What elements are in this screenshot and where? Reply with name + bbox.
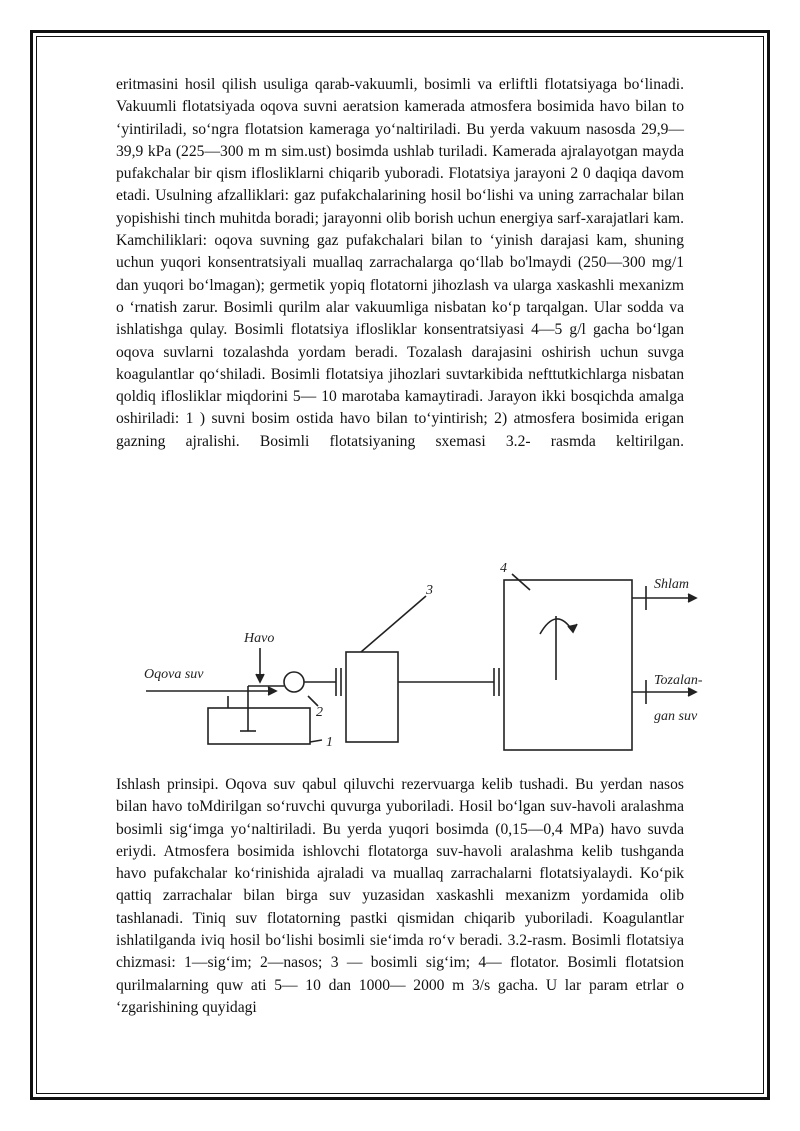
reservoir-1 bbox=[208, 708, 310, 744]
label-4: 4 bbox=[500, 561, 507, 576]
label-tozalangan-1: Tozalan- bbox=[654, 673, 703, 688]
label-2: 2 bbox=[316, 705, 323, 720]
body-paragraph-1: eritmasini hosil qilish usuliga qarab-vakuumli, bosimli va erliftli flotatsiyaga bo‘linadi. Vakuumli flotatsiyada oqova suvni aeratsion kamerada atmosfera bosimida havo bilan to ‘yintiriladi, so‘ngra flotatsion kameraga yo‘naltiriladi. Bu yerda vakuum nasosda 29,9—39,9 kPa (225—300 m m sim.ust) bosimda ushlab turiladi. Kamerada ajralayotgan mayda pufakchalar bir qism iflosliklarni chiqarib yuboradi. Flotatsiya jarayoni 2 0 daqiqa davom etadi. Usulning afzalliklari: gaz pufakchalarining hosil bo‘lishi va uning zarrachalar bilan yopishishi tinch muhitda boradi; jarayonni olib borish uchun energiya sarf-xarajatlari kam. Kamchiliklari: oqova suvning gaz pufakchalari bilan to ‘yinish darajasi kam, shuning uchun yuqori konsentratsiyali muallaq zarrachalarga qo‘llab bo'lmaydi (250—300 mg/1 dan yuqori bo‘lmagan); germetik yopiq flotatorni jihozlash va ularga xaskashli mexanizm o ‘rnatish zarur. Bosimli qurilm alar vakuumliga nisbatan ko‘p tarqalgan. Ular sodda va ishlatishga qulay. Bosimli flotatsiya iflosliklar konsentratsiyasi 4—5 g/l gacha bo‘lgan oqova suvlarni tozalashda yordam beradi. Tozalash darajasini oshirish uchun suvga koagulantlar qo‘shiladi. Bosimli flotatsiya jihozlari suvtarkibida nefttutkichlarga nisbatan qoldiq iflosliklar miqdorini 5— 10 marotaba kamaytiradi. Jarayon ikki bosqichda amalga oshiriladi: 1 ) suvni bosim ostida havo bilan to‘yintirish; 2) atmosfera bosimida erigan gazning ajralishi. Bosimli flotatsiyaning sxemasi 3.2- rasmda keltirilgan. bbox=[116, 76, 684, 450]
flotator-4 bbox=[504, 580, 632, 750]
label-1: 1 bbox=[326, 735, 333, 750]
label-havo: Havo bbox=[244, 631, 275, 646]
label-oqova-suv: Oqova suv bbox=[144, 667, 204, 682]
inlet-arrow bbox=[268, 687, 276, 695]
label-3: 3 bbox=[426, 583, 433, 598]
pressure-tank-3 bbox=[346, 652, 398, 742]
label-tozalangan-2: gan suv bbox=[654, 709, 698, 724]
pump-2 bbox=[284, 672, 304, 692]
flotation-scheme-diagram bbox=[136, 556, 716, 756]
body-paragraph-2: Ishlash prinsipi. Oqova suv qabul qiluvchi rezervuarga kelib tushadi. Bu yerdan nasos bilan havo toMdirilgan so‘ruvchi quvurga yuboriladi. Hosil bo‘lgan suv-havoli aralashma bosimli sig‘imga yo‘naltiriladi. Bu yerda yuqori bosimda (0,15—0,4 MPa) havo suvda eriydi. Atmosfera bosimida ishlovchi flotatorga suv-havoli aralashma kelib tushganda havo pufakchalar ko‘rinishida ajraladi va muallaq zarrachalarni flotatsiyalaydi. Ko‘pik qattiq zarrachalar bilan birga suv yuzasidan xaskashli mexanizm yordamida olib tashlanadi. Tiniq suv flotatorning pastki qismidan chiqarib yuboriladi. Koagulantlar ishlatilganda iviq hosil bo‘lishi bosimli sie‘imda ro‘v beradi. 3.2-rasm. Bosimli flotatsiya chizmasi: 1—sig‘im; 2—nasos; 3 — bosimli sig‘im; 4— flotator. Bosimli flotatsion qurilmalarning quw ati 5— 10 dan 1000— 2000 m 3/s gacha. U lar param etrlar o ‘zgarishining quyidagi bbox=[116, 776, 684, 1016]
label-shlam: Shlam bbox=[654, 577, 689, 592]
